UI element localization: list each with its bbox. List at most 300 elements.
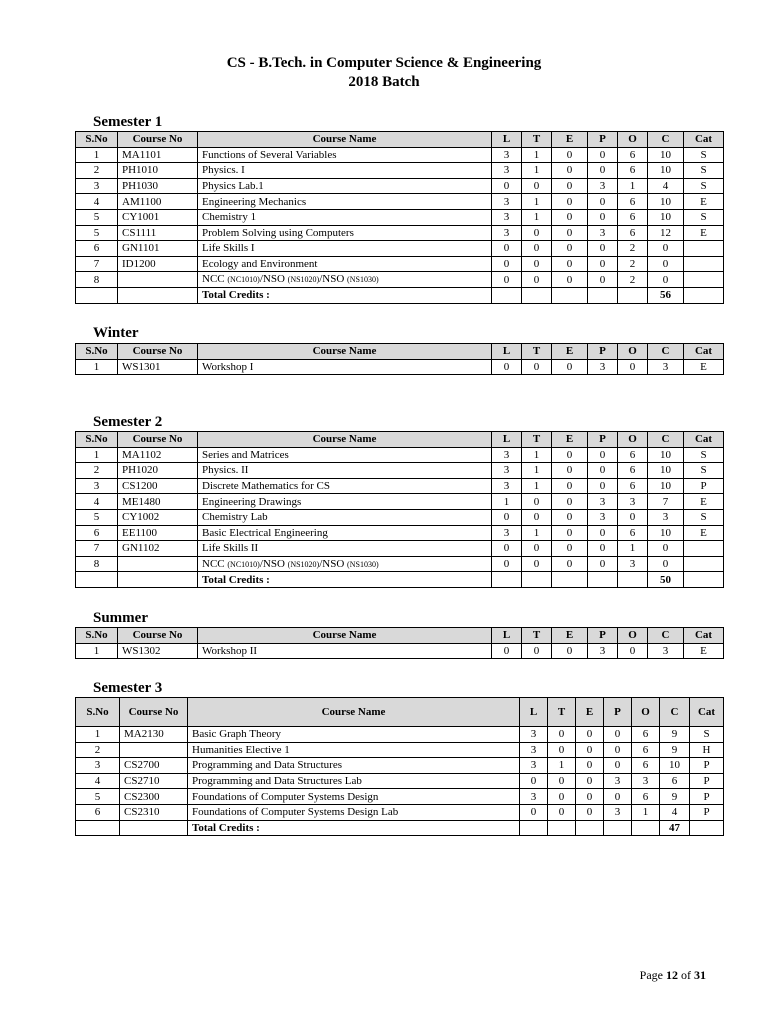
tutorial-hours: 1 <box>548 758 576 774</box>
course-name: Programming and Data Structures Lab <box>188 773 520 789</box>
extra-hours: 0 <box>576 789 604 805</box>
other-hours: 6 <box>618 447 648 463</box>
practical-hours: 0 <box>588 194 618 210</box>
empty-cell <box>576 820 604 836</box>
col-p: P <box>588 432 618 448</box>
other-hours: 6 <box>618 463 648 479</box>
other-hours: 0 <box>618 509 648 525</box>
serial-number: 5 <box>76 789 120 805</box>
serial-number: 1 <box>76 643 118 659</box>
credits: 10 <box>648 478 684 494</box>
table-row <box>76 525 724 541</box>
ncc-nso-row <box>76 272 724 288</box>
other-hours: 6 <box>618 147 648 163</box>
serial-number: 2 <box>76 463 118 479</box>
course-number: GN1102 <box>118 541 198 557</box>
table-row <box>76 163 724 179</box>
other-hours: 6 <box>618 225 648 241</box>
total-row <box>76 820 724 836</box>
extra-hours: 0 <box>552 541 588 557</box>
category <box>684 256 724 272</box>
extra-hours: 0 <box>576 773 604 789</box>
credits: 3 <box>648 509 684 525</box>
category: S <box>684 209 724 225</box>
table-row <box>76 241 724 257</box>
credits: 3 <box>648 643 684 659</box>
lecture-hours: 3 <box>492 209 522 225</box>
tutorial-hours: 1 <box>522 209 552 225</box>
lecture-hours: 3 <box>492 463 522 479</box>
practical-hours: 0 <box>588 163 618 179</box>
course-number: CS2710 <box>120 773 188 789</box>
category: E <box>684 194 724 210</box>
serial-number: 6 <box>76 525 118 541</box>
col-l: L <box>492 132 522 148</box>
lecture-hours: 3 <box>492 225 522 241</box>
credits: 7 <box>648 494 684 510</box>
credits: 9 <box>660 742 690 758</box>
lecture-hours: 0 <box>492 256 522 272</box>
category <box>684 541 724 557</box>
col-course-no: Course No <box>118 132 198 148</box>
col-cat: Cat <box>684 344 724 360</box>
col-o: O <box>618 132 648 148</box>
tutorial-hours: 0 <box>522 541 552 557</box>
table-row <box>76 804 724 820</box>
other-hours: 3 <box>618 556 648 572</box>
course-name: Workshop II <box>198 643 492 659</box>
of-word: of <box>681 968 691 982</box>
ncc-part-ncc: NCC <box>202 557 225 570</box>
col-l: L <box>520 698 548 727</box>
document-title: CS - B.Tech. in Computer Science & Engineering <box>226 55 542 71</box>
empty-cell <box>492 287 522 303</box>
practical-hours: 0 <box>588 447 618 463</box>
table-row <box>76 494 724 510</box>
table-row <box>76 359 724 375</box>
total-credits-label: Total Credits : <box>198 572 492 588</box>
col-t: T <box>522 628 552 644</box>
semester-3-heading: Semester 3 <box>93 680 163 696</box>
empty-cell <box>76 572 118 588</box>
credits: 0 <box>648 541 684 557</box>
course-name: Chemistry Lab <box>198 509 492 525</box>
col-course-name: Course Name <box>198 628 492 644</box>
empty-cell <box>684 287 724 303</box>
course-name: Life Skills II <box>198 541 492 557</box>
col-e: E <box>552 344 588 360</box>
category: S <box>684 509 724 525</box>
col-sno: S.No <box>76 698 120 727</box>
credits: 9 <box>660 789 690 805</box>
extra-hours: 0 <box>552 643 588 659</box>
table-row <box>76 742 724 758</box>
extra-hours: 0 <box>552 272 588 288</box>
table-row <box>76 789 724 805</box>
lecture-hours: 1 <box>492 494 522 510</box>
extra-hours: 0 <box>576 804 604 820</box>
course-name: Chemistry 1 <box>198 209 492 225</box>
other-hours: 3 <box>632 773 660 789</box>
tutorial-hours: 0 <box>548 727 576 743</box>
category: E <box>684 643 724 659</box>
course-name: Discrete Mathematics for CS <box>198 478 492 494</box>
tutorial-hours: 0 <box>522 509 552 525</box>
tutorial-hours: 0 <box>522 272 552 288</box>
practical-hours: 0 <box>588 241 618 257</box>
table-row <box>76 643 724 659</box>
tutorial-hours: 1 <box>522 478 552 494</box>
table-row <box>76 773 724 789</box>
extra-hours: 0 <box>552 256 588 272</box>
extra-hours: 0 <box>552 525 588 541</box>
practical-hours: 3 <box>604 804 632 820</box>
course-number <box>120 742 188 758</box>
ncc-part-nc3: (NS1030) <box>347 559 379 569</box>
serial-number: 1 <box>76 359 118 375</box>
lecture-hours: 3 <box>520 742 548 758</box>
course-name: Basic Graph Theory <box>188 727 520 743</box>
lecture-hours: 3 <box>492 163 522 179</box>
other-hours: 2 <box>618 241 648 257</box>
credits: 0 <box>648 256 684 272</box>
semester-2-table <box>75 431 724 588</box>
empty-cell <box>76 820 120 836</box>
empty-cell <box>520 820 548 836</box>
category: P <box>684 478 724 494</box>
empty-cell <box>118 287 198 303</box>
practical-hours: 0 <box>588 556 618 572</box>
serial-number: 3 <box>76 178 118 194</box>
col-l: L <box>492 628 522 644</box>
table-row <box>76 447 724 463</box>
lecture-hours: 3 <box>492 525 522 541</box>
col-c: C <box>660 698 690 727</box>
col-course-name: Course Name <box>198 132 492 148</box>
table-row <box>76 209 724 225</box>
table-row <box>76 256 724 272</box>
extra-hours: 0 <box>552 209 588 225</box>
practical-hours: 0 <box>588 478 618 494</box>
extra-hours: 0 <box>552 163 588 179</box>
col-sno: S.No <box>76 344 118 360</box>
total-credits-label: Total Credits : <box>198 287 492 303</box>
course-number: WS1301 <box>118 359 198 375</box>
credits: 10 <box>648 194 684 210</box>
other-hours: 6 <box>618 163 648 179</box>
empty-cell <box>522 287 552 303</box>
practical-hours: 0 <box>588 209 618 225</box>
semester-3-table <box>75 697 724 836</box>
category: P <box>690 773 724 789</box>
table-row <box>76 225 724 241</box>
lecture-hours: 3 <box>492 478 522 494</box>
course-number: WS1302 <box>118 643 198 659</box>
category: S <box>690 727 724 743</box>
practical-hours: 3 <box>588 225 618 241</box>
course-name: Basic Electrical Engineering <box>198 525 492 541</box>
credits: 0 <box>648 272 684 288</box>
extra-hours: 0 <box>552 556 588 572</box>
tutorial-hours: 0 <box>548 804 576 820</box>
col-o: O <box>618 628 648 644</box>
col-p: P <box>588 132 618 148</box>
course-name: Foundations of Computer Systems Design Lab <box>188 804 520 820</box>
lecture-hours: 0 <box>492 241 522 257</box>
practical-hours: 0 <box>588 256 618 272</box>
course-number: CS1200 <box>118 478 198 494</box>
practical-hours: 3 <box>604 773 632 789</box>
empty-cell <box>552 572 588 588</box>
col-o: O <box>618 432 648 448</box>
extra-hours: 0 <box>552 359 588 375</box>
category: P <box>690 789 724 805</box>
empty-cell <box>492 572 522 588</box>
serial-number: 6 <box>76 804 120 820</box>
course-name: NCC (NC1010)/NSO (NS1020)/NSO (NS1030) <box>198 272 492 288</box>
table-row <box>76 758 724 774</box>
credits: 10 <box>648 447 684 463</box>
practical-hours: 0 <box>604 789 632 805</box>
course-name: Workshop I <box>198 359 492 375</box>
course-number: CS2310 <box>120 804 188 820</box>
serial-number: 1 <box>76 147 118 163</box>
semester-1-table <box>75 131 724 304</box>
credits: 0 <box>648 556 684 572</box>
course-name: Engineering Mechanics <box>198 194 492 210</box>
col-t: T <box>522 344 552 360</box>
course-number: PH1030 <box>118 178 198 194</box>
course-name: Physics. II <box>198 463 492 479</box>
col-e: E <box>552 432 588 448</box>
category: S <box>684 447 724 463</box>
col-c: C <box>648 628 684 644</box>
category: S <box>684 147 724 163</box>
batch-title: 2018 Batch <box>348 74 420 90</box>
ncc-part-nc1: (NC1010) <box>227 275 260 285</box>
lecture-hours: 0 <box>492 643 522 659</box>
lecture-hours: 0 <box>492 272 522 288</box>
col-cat: Cat <box>684 628 724 644</box>
total-row <box>76 287 724 303</box>
category <box>684 272 724 288</box>
credits: 9 <box>660 727 690 743</box>
extra-hours: 0 <box>552 447 588 463</box>
practical-hours: 3 <box>588 359 618 375</box>
course-number: CS2700 <box>120 758 188 774</box>
category <box>684 241 724 257</box>
other-hours: 1 <box>618 178 648 194</box>
total-credits-value: 47 <box>660 820 690 836</box>
extra-hours: 0 <box>552 225 588 241</box>
table-row <box>76 509 724 525</box>
course-number: GN1101 <box>118 241 198 257</box>
tutorial-hours: 1 <box>522 163 552 179</box>
col-sno: S.No <box>76 628 118 644</box>
col-t: T <box>522 132 552 148</box>
lecture-hours: 3 <box>520 758 548 774</box>
category: P <box>690 804 724 820</box>
extra-hours: 0 <box>576 742 604 758</box>
category: E <box>684 225 724 241</box>
extra-hours: 0 <box>576 758 604 774</box>
other-hours: 6 <box>632 742 660 758</box>
other-hours: 6 <box>632 727 660 743</box>
col-p: P <box>588 344 618 360</box>
course-number: MA1102 <box>118 447 198 463</box>
category <box>684 556 724 572</box>
credits: 10 <box>648 147 684 163</box>
course-name: Series and Matrices <box>198 447 492 463</box>
tutorial-hours: 0 <box>548 789 576 805</box>
col-o: O <box>632 698 660 727</box>
table-row <box>76 147 724 163</box>
lecture-hours: 0 <box>520 773 548 789</box>
other-hours: 2 <box>618 256 648 272</box>
tutorial-hours: 0 <box>522 178 552 194</box>
serial-number: 3 <box>76 478 118 494</box>
credits: 6 <box>660 773 690 789</box>
extra-hours: 0 <box>552 241 588 257</box>
credits: 0 <box>648 241 684 257</box>
summer-heading: Summer <box>93 610 148 626</box>
other-hours: 6 <box>618 525 648 541</box>
course-number: MA1101 <box>118 147 198 163</box>
col-e: E <box>576 698 604 727</box>
table-header <box>76 132 724 148</box>
table-header <box>76 698 724 727</box>
course-name: Programming and Data Structures <box>188 758 520 774</box>
empty-cell <box>684 572 724 588</box>
course-name: Problem Solving using Computers <box>198 225 492 241</box>
category: P <box>690 758 724 774</box>
table-row <box>76 463 724 479</box>
category: E <box>684 494 724 510</box>
summer-table <box>75 627 724 659</box>
credits: 3 <box>648 359 684 375</box>
course-name: Engineering Drawings <box>198 494 492 510</box>
course-number: CY1001 <box>118 209 198 225</box>
course-name: NCC (NC1010)/NSO (NS1020)/NSO (NS1030) <box>198 556 492 572</box>
table-row <box>76 194 724 210</box>
ncc-part-nc3: (NS1030) <box>347 275 379 285</box>
empty-cell <box>604 820 632 836</box>
col-c: C <box>648 344 684 360</box>
credits: 4 <box>660 804 690 820</box>
col-sno: S.No <box>76 432 118 448</box>
tutorial-hours: 1 <box>522 525 552 541</box>
lecture-hours: 0 <box>492 359 522 375</box>
table-header <box>76 432 724 448</box>
other-hours: 6 <box>632 789 660 805</box>
course-name: Ecology and Environment <box>198 256 492 272</box>
serial-number: 5 <box>76 209 118 225</box>
tutorial-hours: 0 <box>522 556 552 572</box>
tutorial-hours: 1 <box>522 147 552 163</box>
other-hours: 3 <box>618 494 648 510</box>
page-footer <box>640 968 706 983</box>
tutorial-hours: 0 <box>522 225 552 241</box>
col-course-name: Course Name <box>198 432 492 448</box>
course-number <box>118 556 198 572</box>
total-credits-value: 50 <box>648 572 684 588</box>
col-c: C <box>648 132 684 148</box>
serial-number: 7 <box>76 256 118 272</box>
practical-hours: 0 <box>588 541 618 557</box>
other-hours: 2 <box>618 272 648 288</box>
credits: 10 <box>648 163 684 179</box>
category: H <box>690 742 724 758</box>
lecture-hours: 3 <box>520 789 548 805</box>
lecture-hours: 0 <box>492 541 522 557</box>
ncc-part-nc2: (NS1020) <box>287 275 320 285</box>
ncc-part-ncc: NCC <box>202 273 225 286</box>
col-e: E <box>552 628 588 644</box>
serial-number: 5 <box>76 225 118 241</box>
serial-number: 4 <box>76 194 118 210</box>
table-row <box>76 727 724 743</box>
empty-cell <box>588 287 618 303</box>
ncc-part-nc2: (NS1020) <box>287 559 320 569</box>
practical-hours: 0 <box>588 463 618 479</box>
extra-hours: 0 <box>552 463 588 479</box>
course-number: CY1002 <box>118 509 198 525</box>
empty-cell <box>118 572 198 588</box>
empty-cell <box>548 820 576 836</box>
tutorial-hours: 0 <box>522 494 552 510</box>
practical-hours: 0 <box>588 525 618 541</box>
empty-cell <box>618 287 648 303</box>
course-number: EE1100 <box>118 525 198 541</box>
col-cat: Cat <box>684 132 724 148</box>
extra-hours: 0 <box>576 727 604 743</box>
credits: 10 <box>648 525 684 541</box>
page-total: 31 <box>694 968 706 982</box>
practical-hours: 0 <box>604 742 632 758</box>
serial-number: 8 <box>76 556 118 572</box>
extra-hours: 0 <box>552 178 588 194</box>
course-number: PH1020 <box>118 463 198 479</box>
other-hours: 1 <box>632 804 660 820</box>
total-credits-value: 56 <box>648 287 684 303</box>
course-name: Functions of Several Variables <box>198 147 492 163</box>
credits: 10 <box>648 463 684 479</box>
tutorial-hours: 1 <box>522 447 552 463</box>
course-name: Physics Lab.1 <box>198 178 492 194</box>
total-credits-label: Total Credits : <box>188 820 520 836</box>
tutorial-hours: 0 <box>548 773 576 789</box>
tutorial-hours: 0 <box>548 742 576 758</box>
serial-number: 6 <box>76 241 118 257</box>
empty-cell <box>690 820 724 836</box>
col-course-name: Course Name <box>188 698 520 727</box>
col-cat: Cat <box>684 432 724 448</box>
lecture-hours: 3 <box>492 194 522 210</box>
col-t: T <box>522 432 552 448</box>
serial-number: 3 <box>76 758 120 774</box>
lecture-hours: 3 <box>492 447 522 463</box>
col-e: E <box>552 132 588 148</box>
lecture-hours: 0 <box>492 556 522 572</box>
ncc-part-nso2: NSO <box>322 273 345 286</box>
extra-hours: 0 <box>552 194 588 210</box>
other-hours: 6 <box>618 194 648 210</box>
course-number: AM1100 <box>118 194 198 210</box>
tutorial-hours: 1 <box>522 194 552 210</box>
col-t: T <box>548 698 576 727</box>
tutorial-hours: 0 <box>522 256 552 272</box>
table-row <box>76 541 724 557</box>
